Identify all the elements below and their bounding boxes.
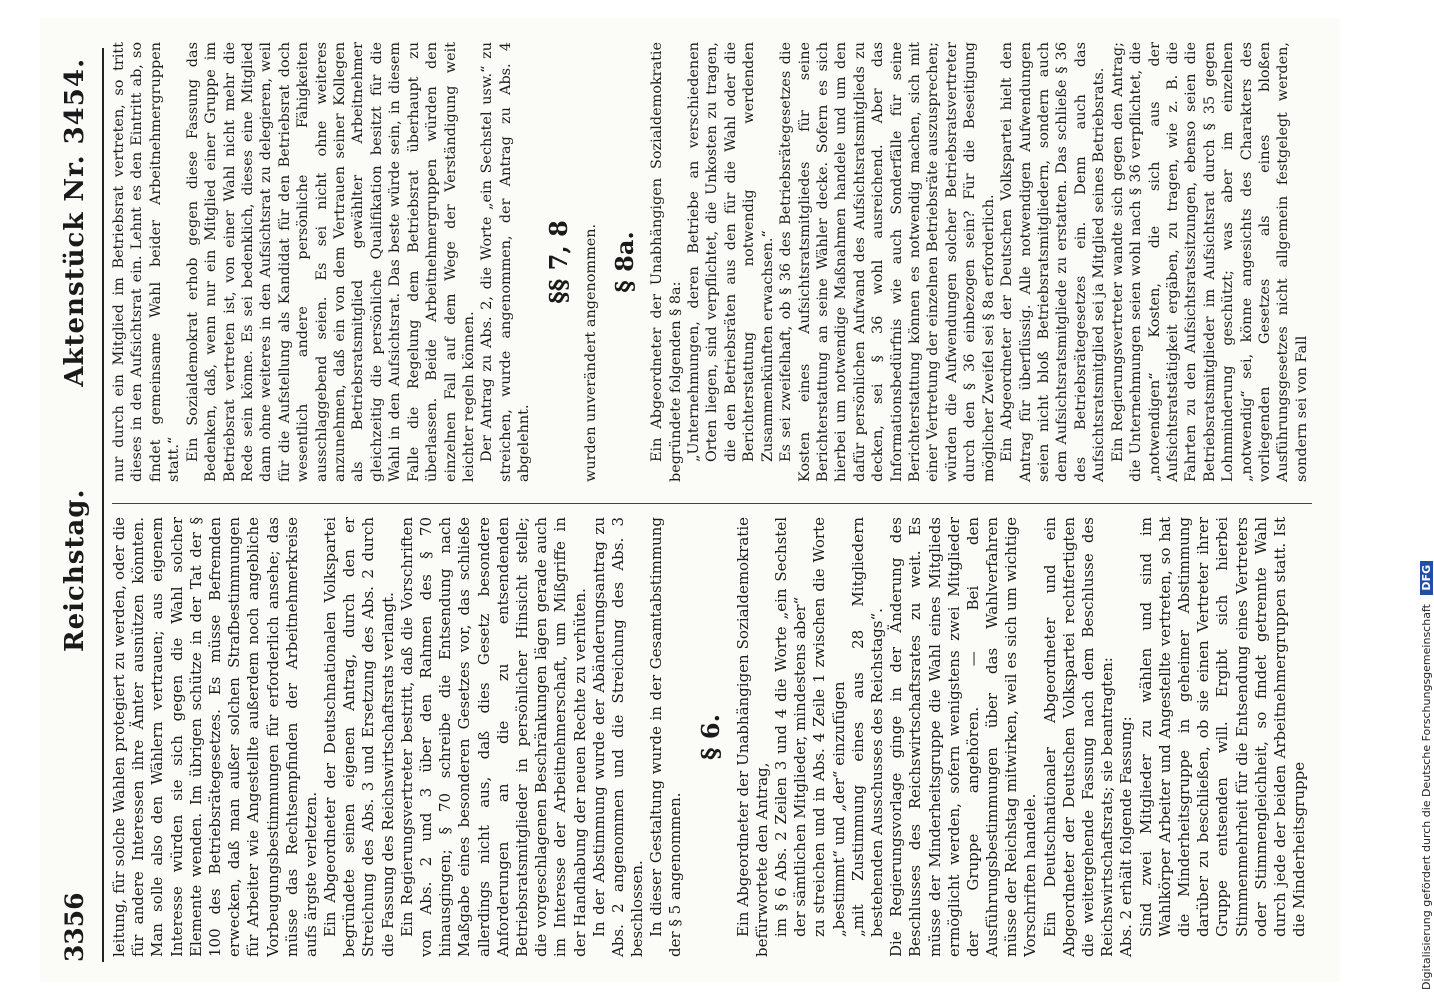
section-heading: § 8a. bbox=[610, 231, 640, 293]
paragraph: Ein Deutschnationaler Abgeordneter und ein Abgeordneter der Deutschen Volkspartei rechtfertigten die weitergehende Fassung nach dem Beschlusse des Reichswirtschaftsrats; sie beantragten: bbox=[1040, 517, 1117, 957]
quoted-motion: zu streichen und in Abs. 4 Zeile 1 zwischen die Worte „bestimmt“ und „der“ einzufügen bbox=[810, 517, 848, 937]
paragraph: Ein Abgeordneter der Deutschnationalen Volkspartei begründete seinen eigenen Antrag, durch den er Streichung des Abs. 3 und Ersetzung des Abs. 2 durch die Fassung des Reichswirtschaftsrats verlangt. bbox=[321, 517, 397, 957]
paragraph: nur durch ein Mitglied im Betriebsrat vertreten, so tritt dieses in den Aufsichtsrat ein. Lehnt es den Eintritt ab, so findet gemeinsame Wahl beider Arbeitnehmergruppen statt.“ bbox=[111, 42, 183, 482]
dfg-logo: DFG bbox=[1420, 561, 1433, 595]
paragraph: Ein Abgeordneter der Unabhängigen Sozialdemokratie begründete folgenden § 8a: bbox=[649, 42, 684, 482]
digitization-note bbox=[1420, 10, 1433, 990]
quoted-motion: „Unternehmungen, deren Betriebe an verschiedenen Orten liegen, sind verpflichtet, die Unkosten zu tragen, die den Betriebsräten aus den für die Wahl oder die Berichterstattung notwendig werdenden Zusammenkünften erwachsen.“ bbox=[685, 42, 776, 462]
right-column bbox=[110, 42, 1311, 482]
paragraph: In dieser Gestaltung wurde in der Gesamtabstimmung der § 5 angenommen. bbox=[647, 517, 685, 957]
digitization-text: Digitalisierung gefördert durch die Deutsche Forschungsgemeinschaft bbox=[1420, 604, 1433, 990]
paragraph: leitung, für solche Wahlen protegiert zu werden, oder die für andere Interessen ihre Ämter ausnützen könnten. Man solle also den Wählern vertrauen; aus eigenem Interesse würden sie sich gegen die Wahl solcher Elemente wenden. Im übrigen schütze in der Tat der § 100 des Betriebsrätegesetzes. Es müsse Befremden erwecken, daß man außer solchen Strafbestimmungen für Arbeiter wie Angestellte außerdem noch angebliche Vorbeugungsbestimmungen für erforderlich ansehe; das müsse das Rechtsempfinden der Arbeitnehmerkreise aufs ärgste verletzen. bbox=[110, 517, 320, 957]
paragraph: Die Regierungsvorlage ginge in der Änderung des Beschlusses des Reichswirtschaftsrates zu weit. Es müsse der Minderheitsgruppe die Wahl eines Mitglieds ermöglicht werden, sofern wenigstens zwei Mitglieder der Gruppe angehören. — Bei den Ausführungsbestimmungen über das Wahlverfahren müsse der Reichstag mitwirken, weil es sich um wichtige Vorschriften handele. bbox=[887, 517, 1040, 957]
paragraph: Ein Regierungsvertreter bestritt, daß die Vorschriften von Abs. 2 und 3 über den Rahmen des § 70 hinausgingen; § 70 schreibe die Entsendung nach Maßgabe eines besonderen Gesetzes vor, das schließe allerdings nicht aus, daß dies Gesetz besondere Anforderungen an die zu entsendenden Betriebsratsmitglieder in persönlicher Hinsicht stelle; die vorgeschlagenen Beschränkungen lägen gerade auch im Interesse der Arbeitnehmerschaft, um Mißgriffe in der Handhabung der neuen Rechte zu verhüten. bbox=[397, 517, 589, 957]
paragraph: Ein Regierungsvertreter wandte sich gegen den Antrag; die Unternehmungen seien wohl nach § 36 verpflichtet, die „notwendigen“ Kosten, die sich aus der Aufsichtsratstätigkeit ergäben, zu tragen, wie z. B. die Fahrten zu den Aufsichtsratssitzungen, ebenso seien die Betriebsratsmitglieder im Aufsichtsrat durch § 35 gegen Lohnminderung geschützt; was aber im einzelnen „notwendig“ sei, könne angesichts des Charakters des vorliegenden Gesetzes als eines bloßen Ausführungsgesetzes nicht allgemein festgelegt werden, sondern sei von Fall bbox=[1109, 42, 1310, 482]
paragraph: Ein Abgeordneter der Unabhängigen Sozialdemokratie befürwortete den Antrag, bbox=[733, 517, 771, 957]
left-column bbox=[110, 517, 1309, 957]
paragraph: Es sei zweifelhaft, ob § 36 des Betriebsrätegesetzes die Kosten eines Aufsichtsratsmitgliedes für seine Berichterstattung an seine Wähler decke. Sofern es sich hierbei um notwendige Maßnahmen handele und um den dafür persönlichen Aufwand des Aufsichtsratsmitglieds zu decken, sei § 36 wohl ausreichend. Aber das Informationsbedürfnis wie auch Sonderfälle für seine Berichterstattung können es notwendig machen, sich mit einer Vertretung der einzelnen Betriebsräte auszusprechen; würden die Aufwendungen solcher Betriebsratsvertreter durch den § 36 einbezogen sein? Für die Beseitigung möglicher Zweifel sei § 8a erforderlich. bbox=[778, 42, 997, 482]
quoted-motion: im § 6 Abs. 2 Zeilen 3 und 4 die Worte „ein Sechstel der sämtlichen Mitglieder, mindestens aber“ bbox=[772, 517, 810, 937]
column-divider bbox=[112, 503, 1312, 504]
paragraph: Abs. 2 erhält folgende Fassung: bbox=[1117, 716, 1136, 957]
paragraph: Ein Abgeordneter der Deutschen Volkspartei hielt den Antrag für überflüssig. Alle notwendigen Aufwendungen seien nicht bloß Betriebsratsmitgliedern, sondern auch dem Aufsichtsratsmitgliede zu erstatten. Das schließe § 36 des Betriebsrätegesetzes ein. Denn auch das Aufsichtsratsmitglied sei ja Mitglied seines Betriebsrats. bbox=[999, 42, 1108, 482]
paragraph: Der Antrag zu Abs. 2, die Worte „ein Sechstel usw.“ zu streichen, wurde angenommen, der Antrag zu Abs. 4 abgelehnt. bbox=[479, 42, 533, 482]
section-heading: §§ 7, 8 bbox=[543, 220, 573, 304]
page-number: 3356 bbox=[60, 892, 89, 962]
paragraph: wurden unverändert angenommen. bbox=[582, 223, 599, 482]
section-heading: § 6. bbox=[695, 714, 725, 760]
document-page bbox=[40, 18, 1340, 982]
paragraph: In der Abstimmung wurde der Abänderungsantrag zu Abs. 2 angenommen und die Streichung des Abs. 3 beschlossen. bbox=[589, 517, 647, 957]
quoted-motion: Sind zwei Mitglieder zu wählen und sind im Wahlkörper Arbeiter und Angestellte vertreten, so hat die Minderheitsgruppe in geheimer Abstimmung darüber zu beschließen, ob sie einen Vertreter ihrer Gruppe entsenden will. Ergibt sich hierbei Stimmenmehrheit für die Entsendung eines Vertreters oder Stimmengleichheit, so findet getrennte Wahl durch jede der beiden Arbeitnehmergruppen statt. Ist die Minderheitsgruppe bbox=[1136, 517, 1309, 937]
quoted-motion: „mit Zustimmung eines aus 28 Mitgliedern bestehenden Ausschusses des Reichstags“. bbox=[848, 517, 886, 937]
header-rule bbox=[102, 48, 104, 962]
running-head-document: Aktenstück Nr. 3454. bbox=[60, 58, 90, 387]
paragraph: Ein Sozialdemokrat erhob gegen diese Fassung das Bedenken, daß, wenn nur ein Mitglied einer Gruppe im Betriebsrat vertreten ist, von einer Wahl nicht mehr die Rede sein könne. Es sei bedenklich, dieses eine Mitglied dann ohne weiteres in den Aufsichtsrat zu delegieren, weil für die Aufstellung als Kandidat für den Betriebsrat doch wesentlich andere persönliche Fähigkeiten ausschlaggebend seien. Es sei nicht ohne weiteres anzunehmen, daß ein von dem Vertrauen seiner Kollegen als Betriebsratsmitglied gewählter Arbeitnehmer gleichzeitig die persönliche Qualifikation besitzt für die Wahl in den Aufsichtsrat. Das beste würde sein, in diesem Falle die Regelung dem Betriebsrat überhaupt zu überlassen. Beide Arbeitnehmergruppen würden den einzelnen Fall auf dem Wege der Verständigung weit leichter regeln können. bbox=[184, 42, 478, 482]
running-head-title: Reichstag. bbox=[60, 488, 90, 652]
